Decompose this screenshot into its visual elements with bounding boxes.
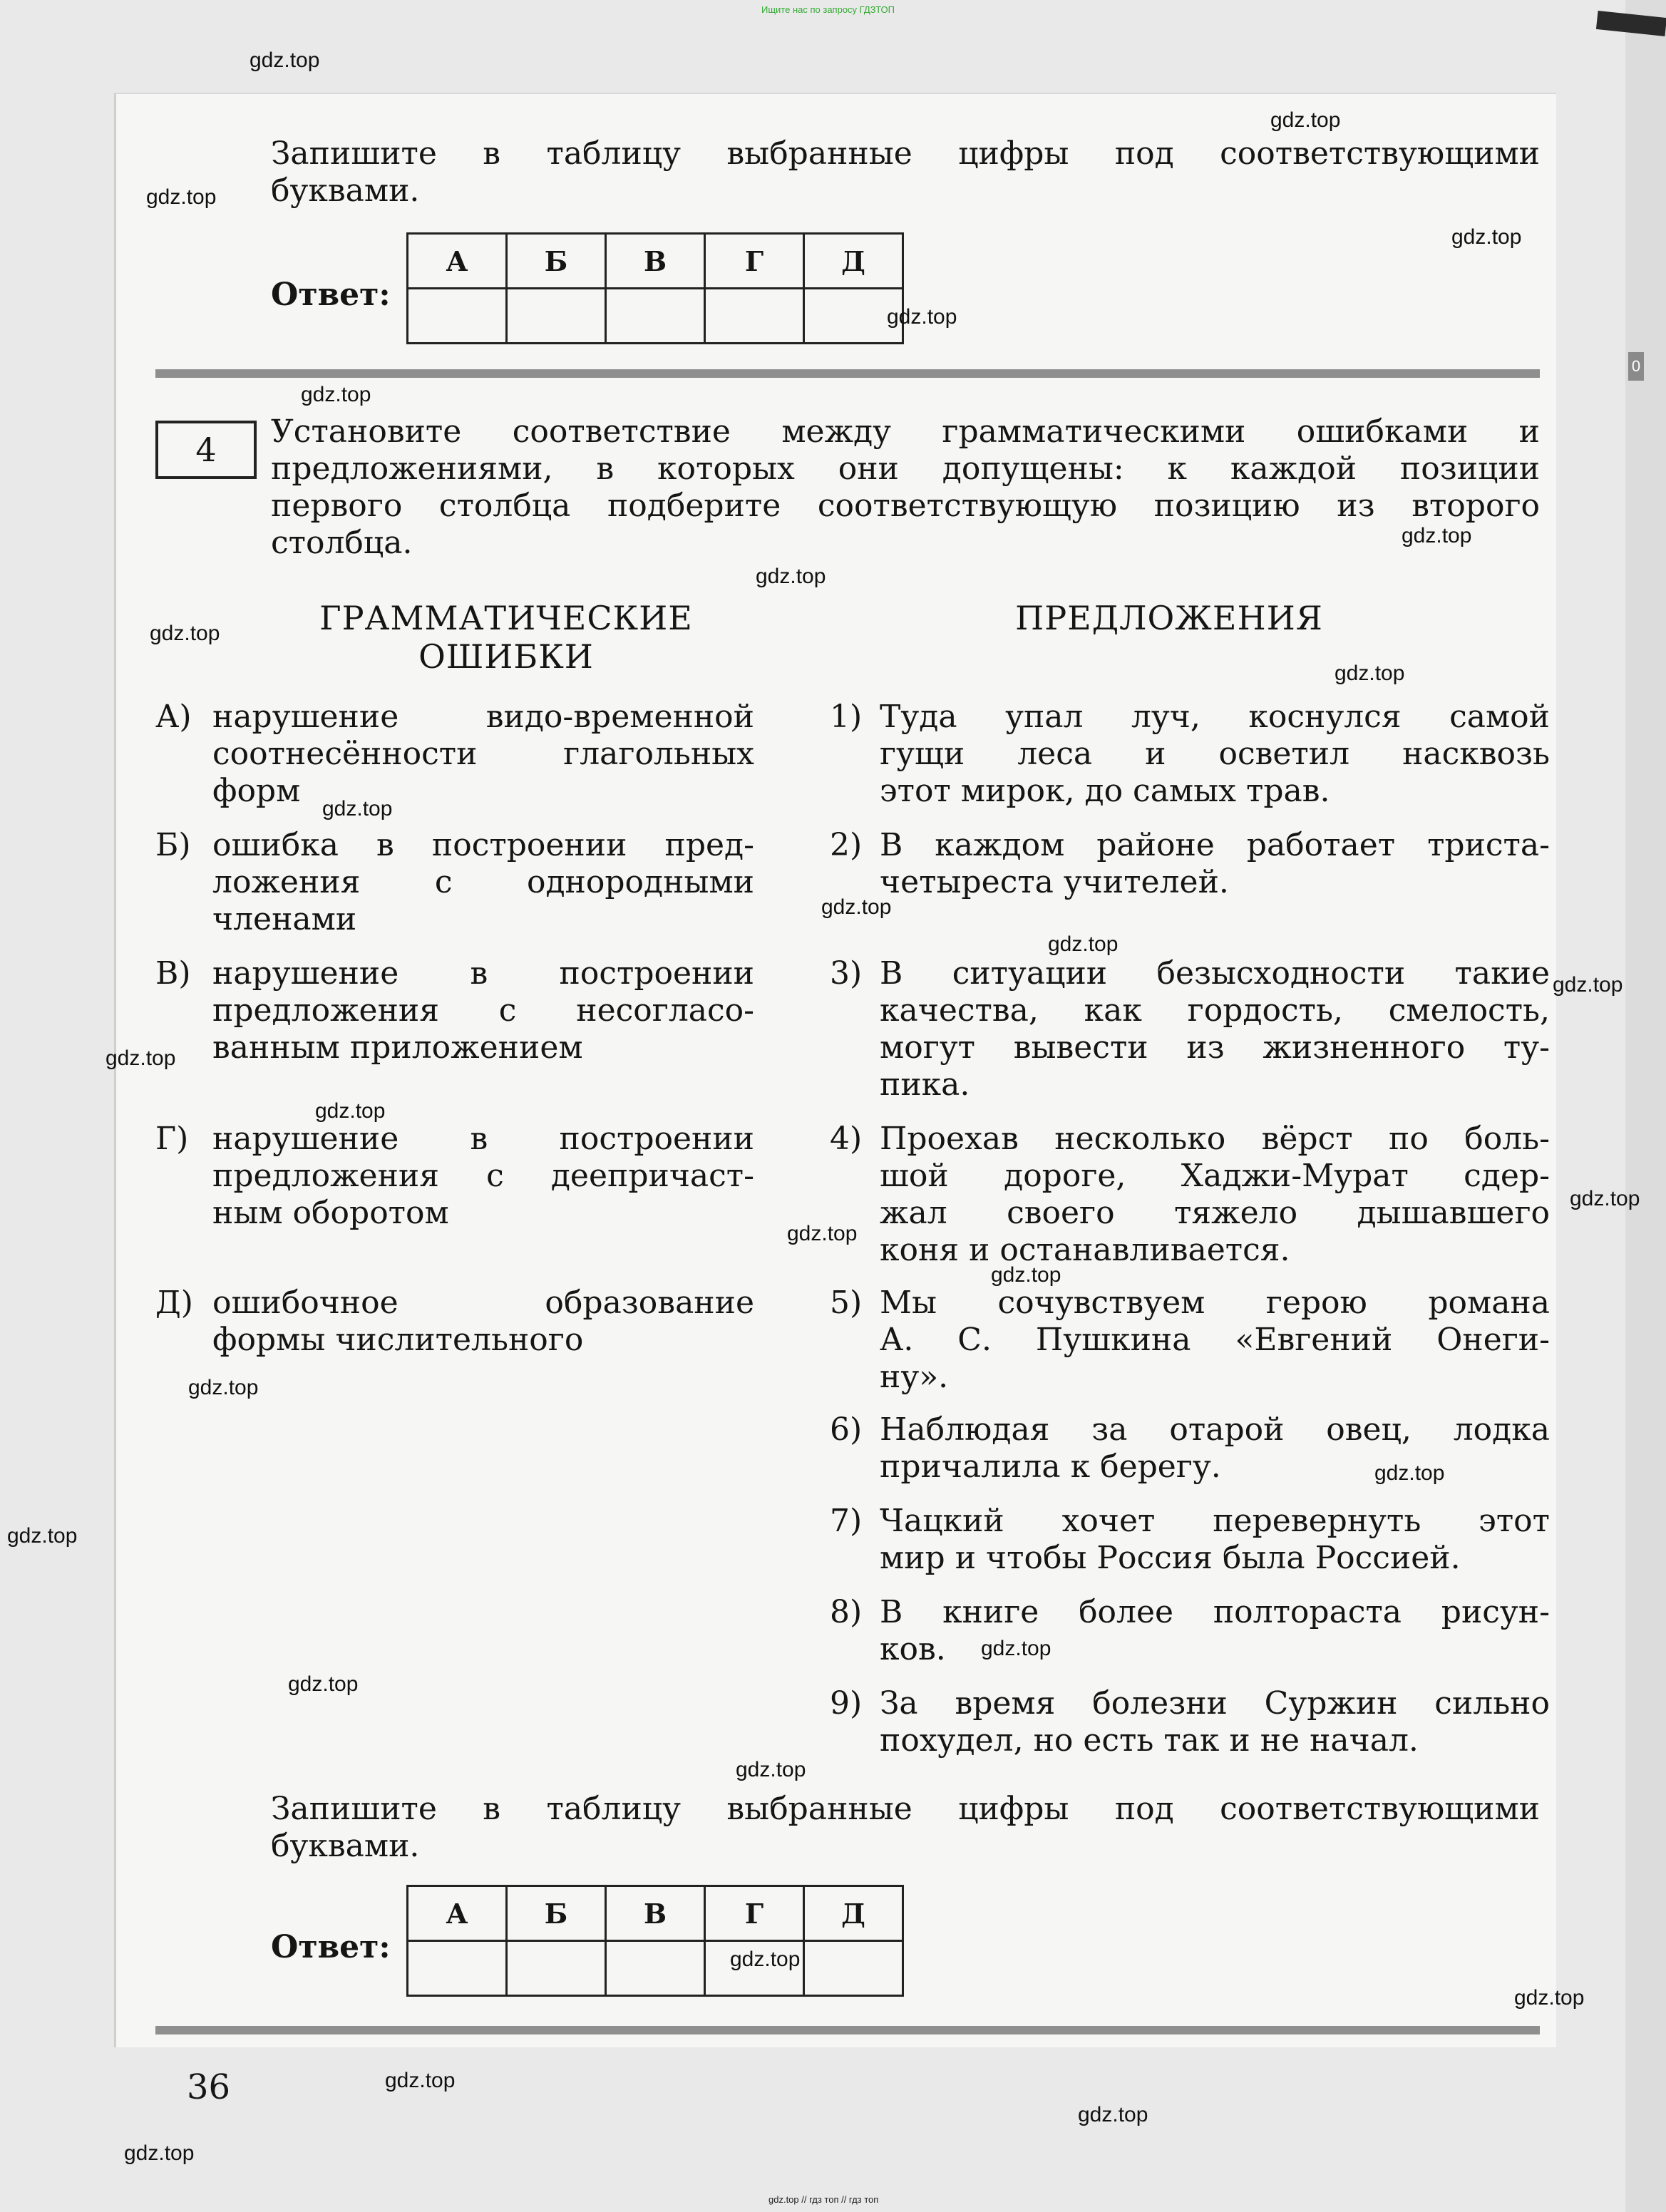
- heading-line: ГРАММАТИЧЕСКИЕ: [319, 599, 693, 637]
- sentence-line: В книге более полтораста рисун-: [880, 1594, 1550, 1630]
- watermark[interactable]: gdz.top: [1514, 1986, 1585, 2010]
- answer-letter: Д: [804, 1886, 903, 1941]
- sentence-label: 1): [830, 699, 863, 735]
- answer-letter: А: [408, 1886, 507, 1941]
- task3-instruction-line: Запишите в таблицу выбранные цифры под соответствующими: [271, 135, 1540, 172]
- watermark[interactable]: gdz.top: [150, 622, 220, 645]
- error-line: предложения с деепричаст-: [212, 1158, 754, 1194]
- sentence-label: 5): [830, 1285, 863, 1321]
- answer-letter: Г: [705, 234, 804, 289]
- task4-instruction-line: Установите соответствие между грамматическими ошибками и: [271, 413, 1540, 450]
- answer-cell[interactable]: [705, 289, 804, 344]
- task4-instruction-line: первого столбца подберите соответствующую позицию из второго: [271, 488, 1540, 524]
- sentence-label: 3): [830, 955, 863, 992]
- watermark[interactable]: gdz.top: [106, 1046, 176, 1070]
- task3-instruction-line: буквами.: [271, 173, 420, 209]
- heading-line: ОШИБКИ: [418, 637, 594, 676]
- error-line: нарушение в построении: [212, 955, 754, 992]
- task4-instruction-line: столбца.: [271, 525, 413, 561]
- error-label: Д): [155, 1285, 193, 1321]
- task4-table-instruction: [271, 1791, 1540, 1865]
- error-line: ложения с однородными: [212, 864, 754, 900]
- task4-answer-table: [406, 1885, 904, 1997]
- watermark[interactable]: gdz.top: [1335, 662, 1405, 685]
- watermark[interactable]: gdz.top: [315, 1099, 386, 1123]
- column-heading-sentences: ПРЕДЛОЖЕНИЯ: [1015, 599, 1323, 637]
- sentence-line: Туда упал луч, коснулся самой: [880, 699, 1550, 735]
- answer-letter: Г: [705, 1886, 804, 1941]
- task4-instruction-line: предложениями, в которых они допущены: к каждой позиции: [271, 451, 1540, 487]
- sentence-line: Наблюдая за отарой овец, лодка: [880, 1411, 1550, 1448]
- error-line: предложения с несогласо-: [212, 992, 754, 1029]
- answer-cell[interactable]: [507, 1941, 606, 1996]
- sentence-line: шой дороге, Хаджи-Мурат сдер-: [880, 1158, 1550, 1194]
- error-line: членами: [212, 901, 357, 937]
- error-line: нарушение видо-временной: [212, 699, 754, 735]
- watermark[interactable]: gdz.top: [736, 1758, 806, 1781]
- task4-answer-label: Ответ:: [271, 1929, 391, 1965]
- watermark[interactable]: gdz.top: [981, 1637, 1051, 1660]
- error-line: нарушение в построении: [212, 1121, 754, 1157]
- task4-table-instruction-line: буквами.: [271, 1828, 420, 1864]
- answer-table-header-row: [408, 234, 903, 289]
- watermark[interactable]: gdz.top: [756, 565, 826, 588]
- sentence-line: В ситуации безысходности такие: [880, 955, 1550, 992]
- sentence-line: ну».: [880, 1359, 949, 1395]
- watermark[interactable]: gdz.top: [1270, 108, 1341, 132]
- watermark[interactable]: gdz.top: [1553, 973, 1623, 997]
- error-label: Г): [155, 1121, 189, 1157]
- sentence-label: 8): [830, 1594, 863, 1630]
- watermark[interactable]: gdz.top: [146, 185, 217, 209]
- error-line: формы числительного: [212, 1322, 584, 1358]
- sentence-line: качества, как гордость, смелость,: [880, 992, 1550, 1029]
- answer-letter: Б: [507, 1886, 606, 1941]
- watermark[interactable]: gdz.top: [887, 305, 957, 329]
- answer-letter: Д: [804, 234, 903, 289]
- task3-answer-table: [406, 232, 904, 344]
- sentence-line: пика.: [880, 1066, 970, 1103]
- sentence-line: За время болезни Суржин сильно: [880, 1685, 1550, 1722]
- watermark[interactable]: gdz.top: [1048, 932, 1119, 956]
- error-line: соотнесённости глагольных: [212, 736, 754, 772]
- error-line: ванным приложением: [212, 1029, 583, 1066]
- sentence-line: гущи леса и осветил насквозь: [880, 736, 1550, 772]
- answer-table-input-row: [408, 1941, 903, 1996]
- sentence-line: Мы сочувствуем герою романа: [880, 1285, 1550, 1321]
- watermark[interactable]: gdz.top: [1402, 524, 1472, 547]
- task4-instruction: [271, 413, 1540, 562]
- watermark[interactable]: gdz.top: [1078, 2103, 1148, 2126]
- sentence-line: четыреста учителей.: [880, 864, 1229, 900]
- task4-table-instruction-line: Запишите в таблицу выбранные цифры под соответствующими: [271, 1791, 1540, 1827]
- watermark[interactable]: gdz.top: [250, 48, 320, 72]
- sentence-line: коня и останавливается.: [880, 1232, 1290, 1268]
- watermark[interactable]: gdz.top: [1451, 225, 1522, 249]
- facing-page-edge: [1625, 0, 1666, 2212]
- watermark[interactable]: gdz.top: [1374, 1461, 1445, 1485]
- watermark[interactable]: gdz.top: [288, 1672, 359, 1696]
- answer-table-input-row: [408, 289, 903, 344]
- sentence-line: причалила к берегу.: [880, 1449, 1221, 1485]
- watermark[interactable]: gdz.top: [787, 1222, 858, 1245]
- answer-cell[interactable]: [507, 289, 606, 344]
- watermark[interactable]: gdz.top: [730, 1948, 801, 1971]
- error-line: ным оборотом: [212, 1195, 449, 1231]
- side-tab: 0: [1628, 352, 1644, 381]
- sentence-line: Чацкий хочет перевернуть этот: [880, 1503, 1550, 1539]
- answer-cell[interactable]: [408, 289, 507, 344]
- sentence-line: этот мирок, до самых трав.: [880, 773, 1330, 809]
- error-label: Б): [155, 827, 191, 863]
- watermark[interactable]: gdz.top: [385, 2069, 456, 2092]
- sentence-line: жал своего тяжело дышавшего: [880, 1195, 1550, 1231]
- task-number-box: 4: [155, 421, 257, 479]
- sentence-line: А. С. Пушкина «Евгений Онеги-: [880, 1322, 1550, 1358]
- watermark[interactable]: gdz.top: [1570, 1187, 1640, 1210]
- sentence-line: мир и чтобы Россия была Россией.: [880, 1540, 1461, 1576]
- answer-cell[interactable]: [606, 1941, 705, 1996]
- watermark[interactable]: gdz.top: [322, 797, 393, 821]
- section-divider: [155, 2026, 1540, 2034]
- answer-cell[interactable]: [606, 289, 705, 344]
- answer-cell[interactable]: [804, 1941, 903, 1996]
- answer-letter: В: [606, 234, 705, 289]
- error-line: форм: [212, 773, 301, 809]
- watermark[interactable]: gdz.top: [188, 1376, 259, 1399]
- sentence-label: 6): [830, 1411, 863, 1448]
- column-heading-errors: [214, 599, 798, 676]
- top-notice[interactable]: Ищите нас по запросу ГДЗТОП: [761, 4, 895, 15]
- sentence-line: могут вывести из жизненного ту-: [880, 1029, 1550, 1066]
- error-line: ошибочное образование: [212, 1285, 754, 1321]
- sentence-line: похудел, но есть так и не начал.: [880, 1722, 1419, 1759]
- sentence-label: 7): [830, 1503, 863, 1539]
- watermark[interactable]: gdz.top: [991, 1263, 1061, 1287]
- error-label: В): [155, 955, 191, 992]
- error-line: ошибка в построении пред-: [212, 827, 754, 863]
- answer-letter: В: [606, 1886, 705, 1941]
- watermark[interactable]: gdz.top: [7, 1524, 78, 1548]
- sentence-line: В каждом районе работает триста-: [880, 827, 1550, 863]
- sentence-line: Проехав несколько вёрст по боль-: [880, 1121, 1550, 1157]
- answer-letter: Б: [507, 234, 606, 289]
- watermark[interactable]: gdz.top: [301, 383, 371, 406]
- answer-letter: А: [408, 234, 507, 289]
- sentence-label: 4): [830, 1121, 863, 1157]
- sentence-line: ков.: [880, 1631, 946, 1667]
- sentence-label: 2): [830, 827, 863, 863]
- sentence-label: 9): [830, 1685, 863, 1722]
- answer-cell[interactable]: [408, 1941, 507, 1996]
- watermark[interactable]: gdz.top: [124, 2141, 195, 2165]
- answer-table-header-row: [408, 1886, 903, 1941]
- section-divider: [155, 369, 1540, 378]
- task3-answer-label: Ответ:: [271, 277, 391, 313]
- bottom-notice[interactable]: gdz.top // гдз топ // гдз топ: [768, 2194, 879, 2205]
- watermark[interactable]: gdz.top: [821, 895, 892, 919]
- error-label: А): [155, 699, 192, 735]
- task3-instruction: [271, 135, 1540, 210]
- page-number: 36: [187, 2067, 231, 2107]
